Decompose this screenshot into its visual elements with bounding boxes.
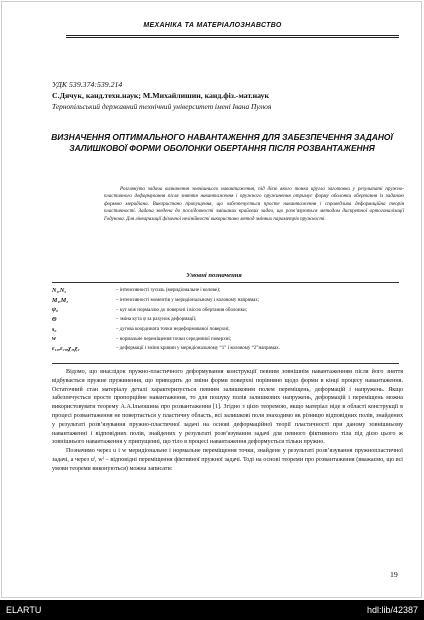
notation-row	[52, 325, 402, 335]
affiliation: Тернопільський державний технічний університет імені Івана Пулюя	[52, 102, 272, 111]
notation-description: – дугова координата точки недеформованої поверхні;	[116, 327, 230, 333]
page-number: 19	[390, 570, 398, 579]
udc-code: УДК 539.374:539.214	[52, 80, 123, 89]
notation-symbol: w	[52, 336, 57, 343]
notation-row	[52, 286, 402, 296]
notation-rule-top	[52, 282, 399, 283]
article-title: ВИЗНАЧЕННЯ ОПТИМАЛЬНОГО НАВАНТАЖЕННЯ ДЛЯ ЗАБЕЗПЕЧЕННЯ ЗАДАНОЇ ЗАЛИШКОВОЇ ФОРМИ ОБОЛОНКИ ОБЕРТАННЯ ПІСЛЯ РОЗВАНТАЖЕННЯ	[51, 132, 393, 153]
notation-symbol: M₁,M₂	[52, 297, 69, 304]
notation-symbol: Θ	[52, 316, 57, 323]
body-paragraph-1: Відомо, що внаслідок пружно-пластичного деформування конструкції певним зовнішнім навантаженням після його зняття відбувається пружне пружинення, що приводить до зміни форми поверхні порівняно щодо форми в кінці процесу навантаження. Остаточний стан матеріалу деталі характеризується певним залишковим полем переміщень, деформацій і напружень. Якщо забезпечується просте пропорційне навантаження, то для пошуку полів залишкових напружень, деформацій і переміщень можна використовувати теорему А.А.Ільюшина про розвантаження [1]. Згідно з цією теоремою, якщо матеріал ніде в області конструкції в процесі розвантаження не повертається у пластичну область, всі залишкові поля знаходимо як різницю відповідних полів, знайдених у результаті розв’язування пружно-пластичної задачі на основі деформаційної теорії пластичності при даному зовнішньому навантаженні і відповідних полів, знайдених у результаті розв’язування задачі для певного фіктивного тіла під дією цього ж зовнішнього навантаження у припущенні, що тіло в процесі навантаження деформується тільки пружно.	[52, 369, 403, 446]
notation-symbol: N₁,N₂	[52, 287, 67, 294]
notation-list	[52, 286, 402, 354]
header-rule-thick	[66, 35, 399, 36]
notation-row	[52, 334, 402, 344]
repository-name: ELARTU	[6, 605, 42, 615]
abstract: Розглянута задача визначення зовнішнього навантаження, під дією якого тонка кругла заготовка у результаті пружно-пластичного деформування після зняття навантаження і пружного пружинення отримує форму оболонки обертання із заданою формою меридіана. Використано припущення, що забезпечується просте навантаження і справедлива деформаційна теорія пластичності. Задача зведена до послідовності змішаних крайових задач, що розв’язуються методом дискретної ортогоналізації Годунова. Для лінеаризації фізичної нелінійності використано метод змінних параметрів пружності.	[104, 186, 404, 222]
body-text	[52, 368, 403, 474]
journal-header: МЕХАНІКА ТА МАТЕРІАЛОЗНАВСТВО	[143, 22, 282, 29]
header-rule-thin	[66, 37, 399, 38]
notation-row	[52, 305, 402, 315]
notation-description: – нормальне переміщення точки серединної поверхні;	[116, 336, 232, 342]
notation-row	[52, 315, 402, 325]
authors: С.Дячук, канд.техн.наук; М.Михайлишин, канд.фіз.-мат.наук	[52, 91, 270, 100]
repository-footer	[0, 600, 424, 620]
notation-description: – деформації і зміни кривин у меридіональному “1” і коловому “2”напрямах.	[116, 346, 280, 352]
notation-row	[52, 344, 402, 354]
notation-symbol: s₀	[52, 326, 57, 333]
notation-description: – зміна кута ψ за рахунок деформації;	[116, 317, 197, 323]
notation-description: – інтенсивності моментів у меридіональному і коловому напрямах;	[116, 298, 260, 304]
document-page	[1, 1, 422, 598]
notation-heading: Умовні позначення	[186, 272, 242, 279]
body-paragraph-2: Позначимо через u і w меридіональне і нормальне переміщення точки, знайдене у результаті розв’язування пружнопластичної задачі, а через uᶠ, wᶠ – відповідні переміщення фіктивної пружної задачі. Тоді на основі теореми про розвантаження (вважаємо, що всі умови теореми виконуються) можна записати:	[52, 448, 403, 472]
notation-description: – інтенсивності зусиль (меридіональне і колове);	[116, 288, 221, 294]
notation-symbol: ψ₀	[52, 307, 59, 314]
notation-description: – кут між нормаллю до поверхні і віссю обертання оболонки;	[116, 307, 248, 313]
notation-row	[52, 296, 402, 306]
handle-id: hdl:lib/42387	[366, 605, 418, 615]
notation-symbol: ε₁₀,ε₂₀,χ₁,χ₂	[52, 345, 80, 352]
notation-rule-bottom	[52, 363, 399, 364]
